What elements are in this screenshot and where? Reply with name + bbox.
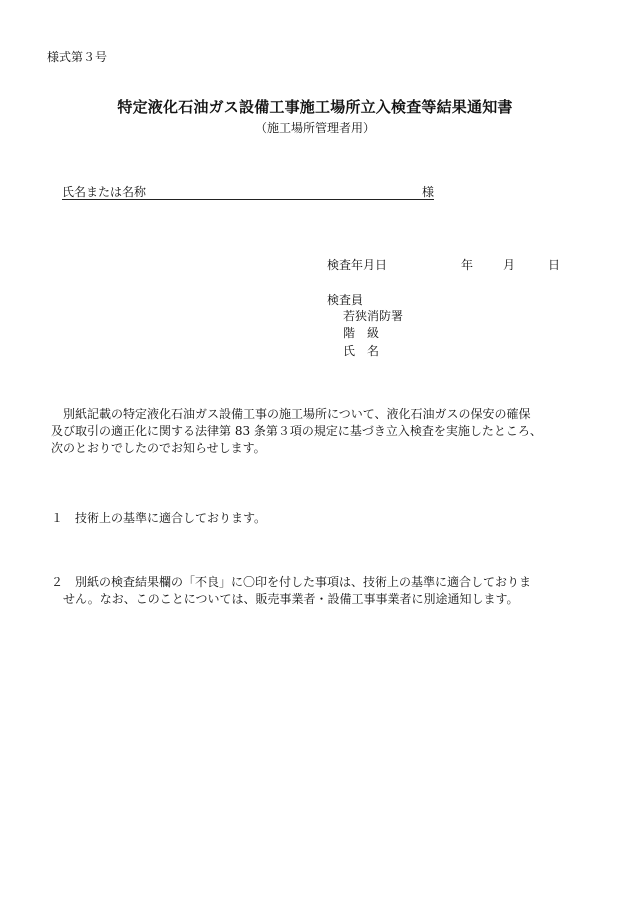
addressee-field: [62, 183, 434, 200]
item-text: 技術上の基準に適合しております。: [75, 511, 267, 525]
document-title: 特定液化石油ガス設備工事施工場所立入検査等結果通知書: [117, 98, 513, 116]
document-subtitle: （施工場所管理者用）: [254, 121, 375, 135]
inspection-date-day-unit: 日: [548, 258, 561, 272]
inspection-date-label: 検査年月日: [327, 258, 388, 272]
inspection-date-month-unit: 月: [503, 258, 516, 272]
item-text: せん。なお、このことについては、販売事業者・設備工事事業者に別途通知します。: [63, 592, 519, 606]
body-line: 及び取引の適正化に関する法律第 83 条第３項の規定に基づき立入検査を実施したところ、: [51, 424, 542, 438]
inspector-station: 若狭消防署: [343, 309, 404, 323]
form-number: 様式第３号: [47, 50, 108, 64]
inspector-rank-label: 階 級: [343, 326, 380, 340]
notice-body: [51, 406, 596, 457]
inspector-name-label: 氏 名: [343, 344, 380, 358]
body-line: 次のとおりでしたのでお知らせします。: [51, 441, 266, 455]
addressee-label: 氏名または名称: [62, 185, 147, 199]
body-line: 別紙記載の特定液化石油ガス設備工事の施工場所について、液化石油ガスの保安の確保: [51, 407, 531, 421]
item-number: １: [51, 511, 64, 525]
inspection-date-year-unit: 年: [461, 258, 474, 272]
item-number: ２: [51, 575, 64, 589]
item-text: 別紙の検査結果欄の「不良」に〇印を付した事項は、技術上の基準に適合しておりま: [75, 575, 532, 589]
addressee-suffix: 様: [421, 185, 434, 199]
inspector-label: 検査員: [327, 293, 364, 307]
